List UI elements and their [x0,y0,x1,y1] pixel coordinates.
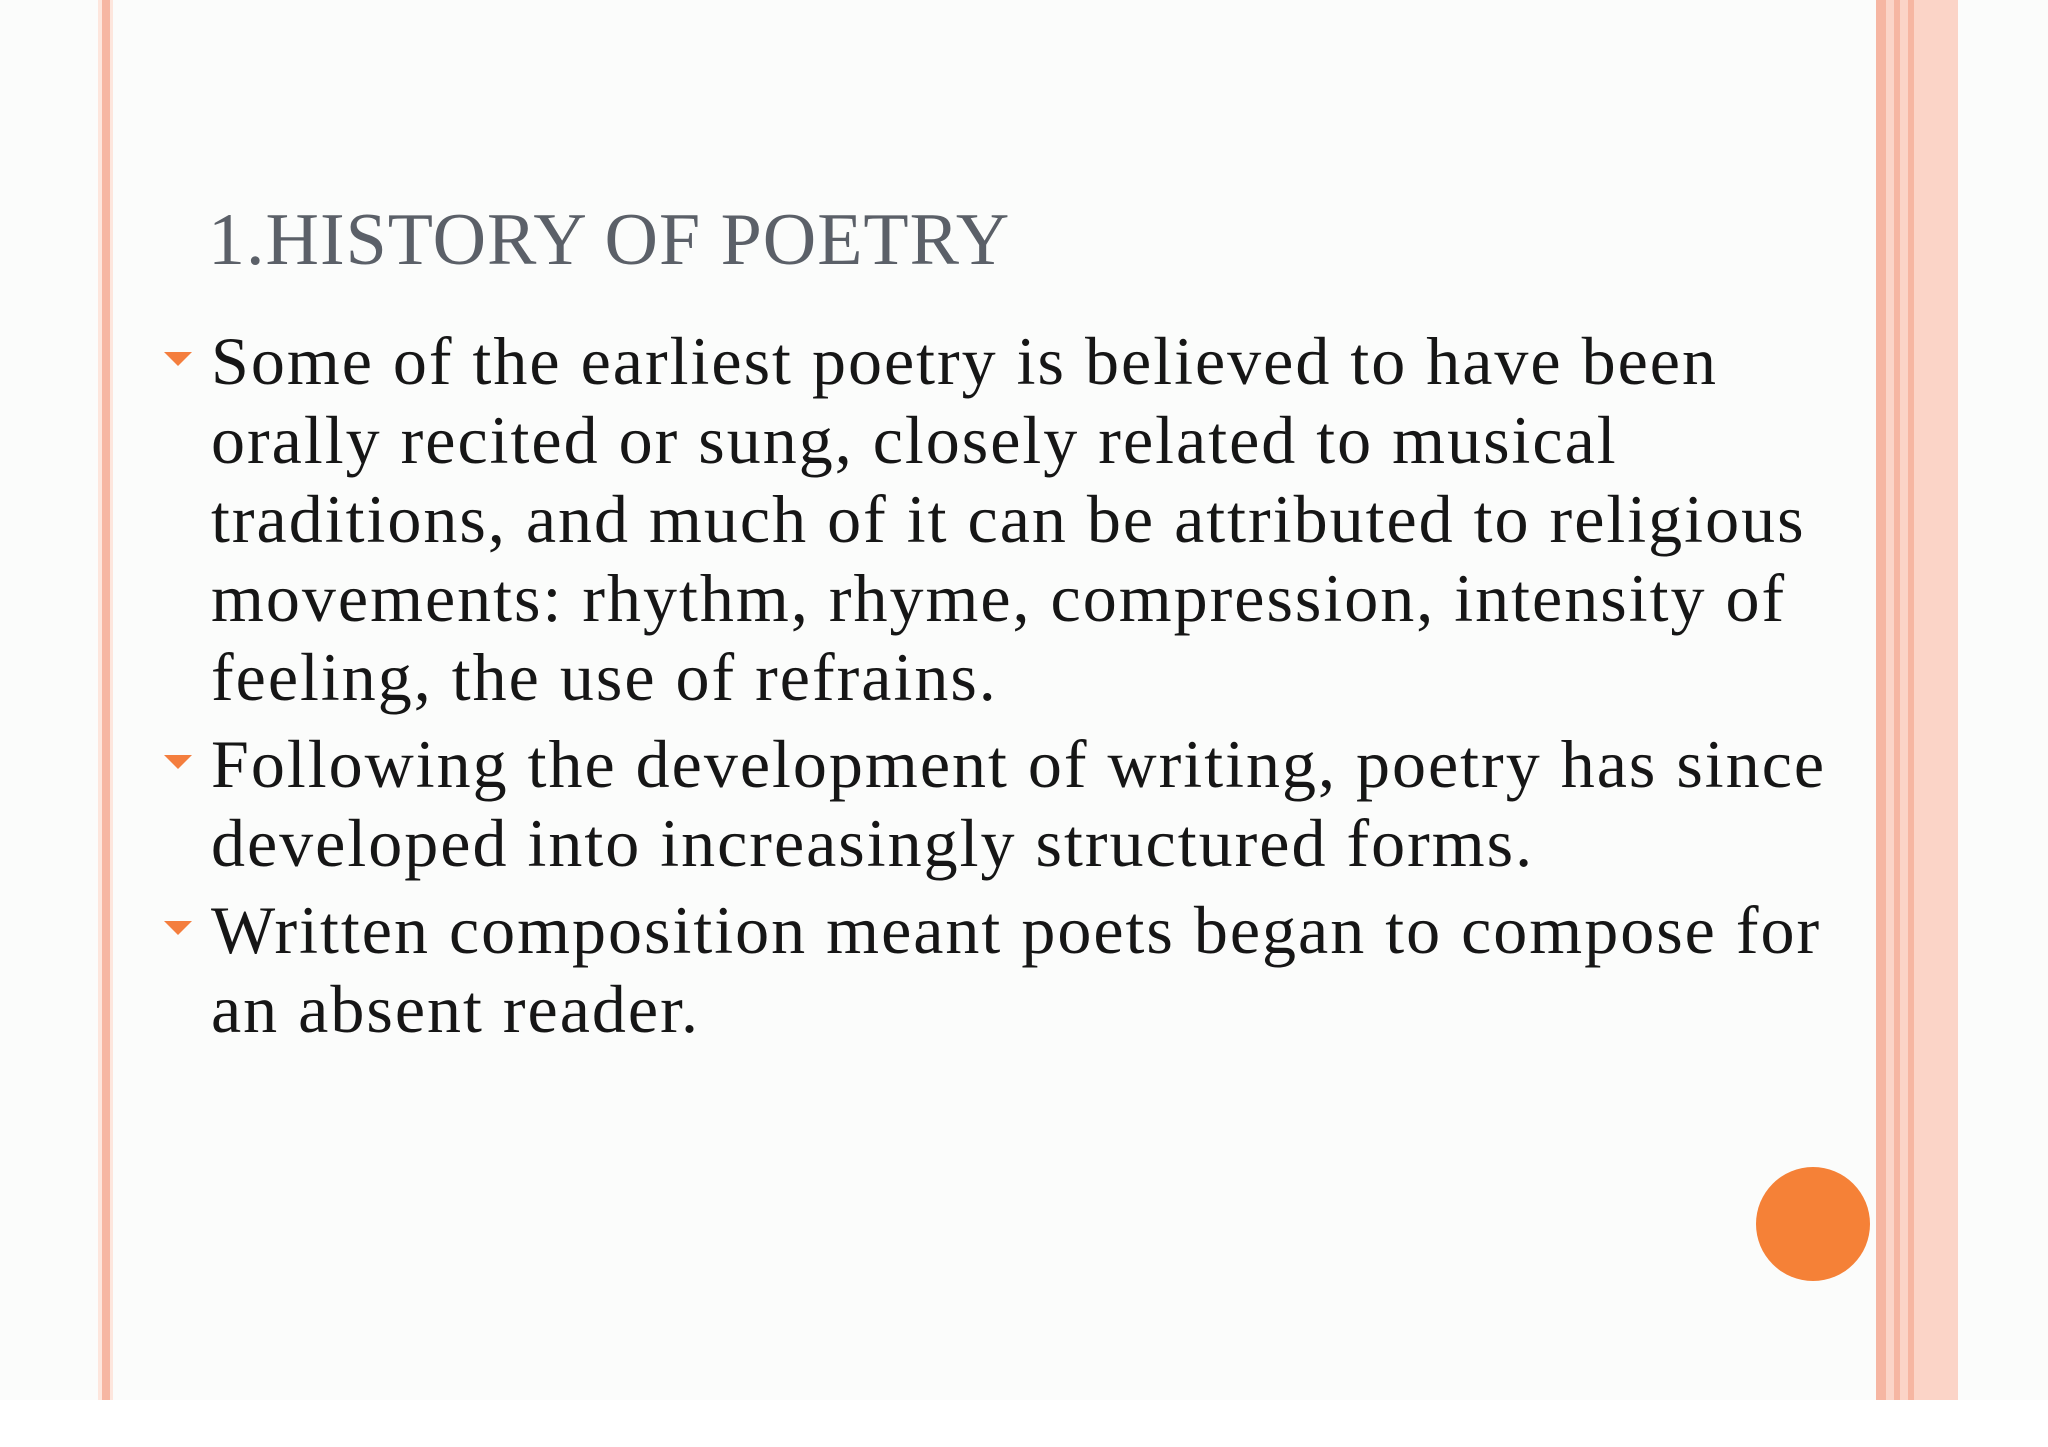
left-border-stripe [102,0,110,1400]
bullet-text: Written composition meant poets began to compose for an absent reader. [211,892,1822,1047]
right-border-stripe-2 [1886,0,1894,1400]
right-border-stripe-6 [1914,0,1958,1400]
triangle-down-icon [164,755,192,769]
triangle-down-icon [164,921,192,935]
bullet-item-absent-reader [160,891,1860,1049]
bullet-text: Following the development of writing, poetry has since developed into increasingly structured forms. [211,726,1827,881]
bullet-text: Some of the earliest poetry is believed to have been orally recited or sung, closely related to musical traditions, and much of it can be attributed to religious movements: rhythm, rhyme, compression, intensity of feeling, the use of refrains. [211,323,1806,715]
bullet-item-writing-development [160,725,1860,883]
bullet-list [160,322,1860,1057]
bullet-item-oral-tradition [160,322,1860,717]
triangle-down-icon [164,352,192,366]
right-border-stripe-1 [1876,0,1886,1400]
left-border-stripe-inner [110,0,113,1400]
right-border-stripe-4 [1900,0,1908,1400]
orange-circle-decoration [1756,1167,1870,1281]
slide-title: 1.HISTORY OF POETRY [208,199,1011,281]
